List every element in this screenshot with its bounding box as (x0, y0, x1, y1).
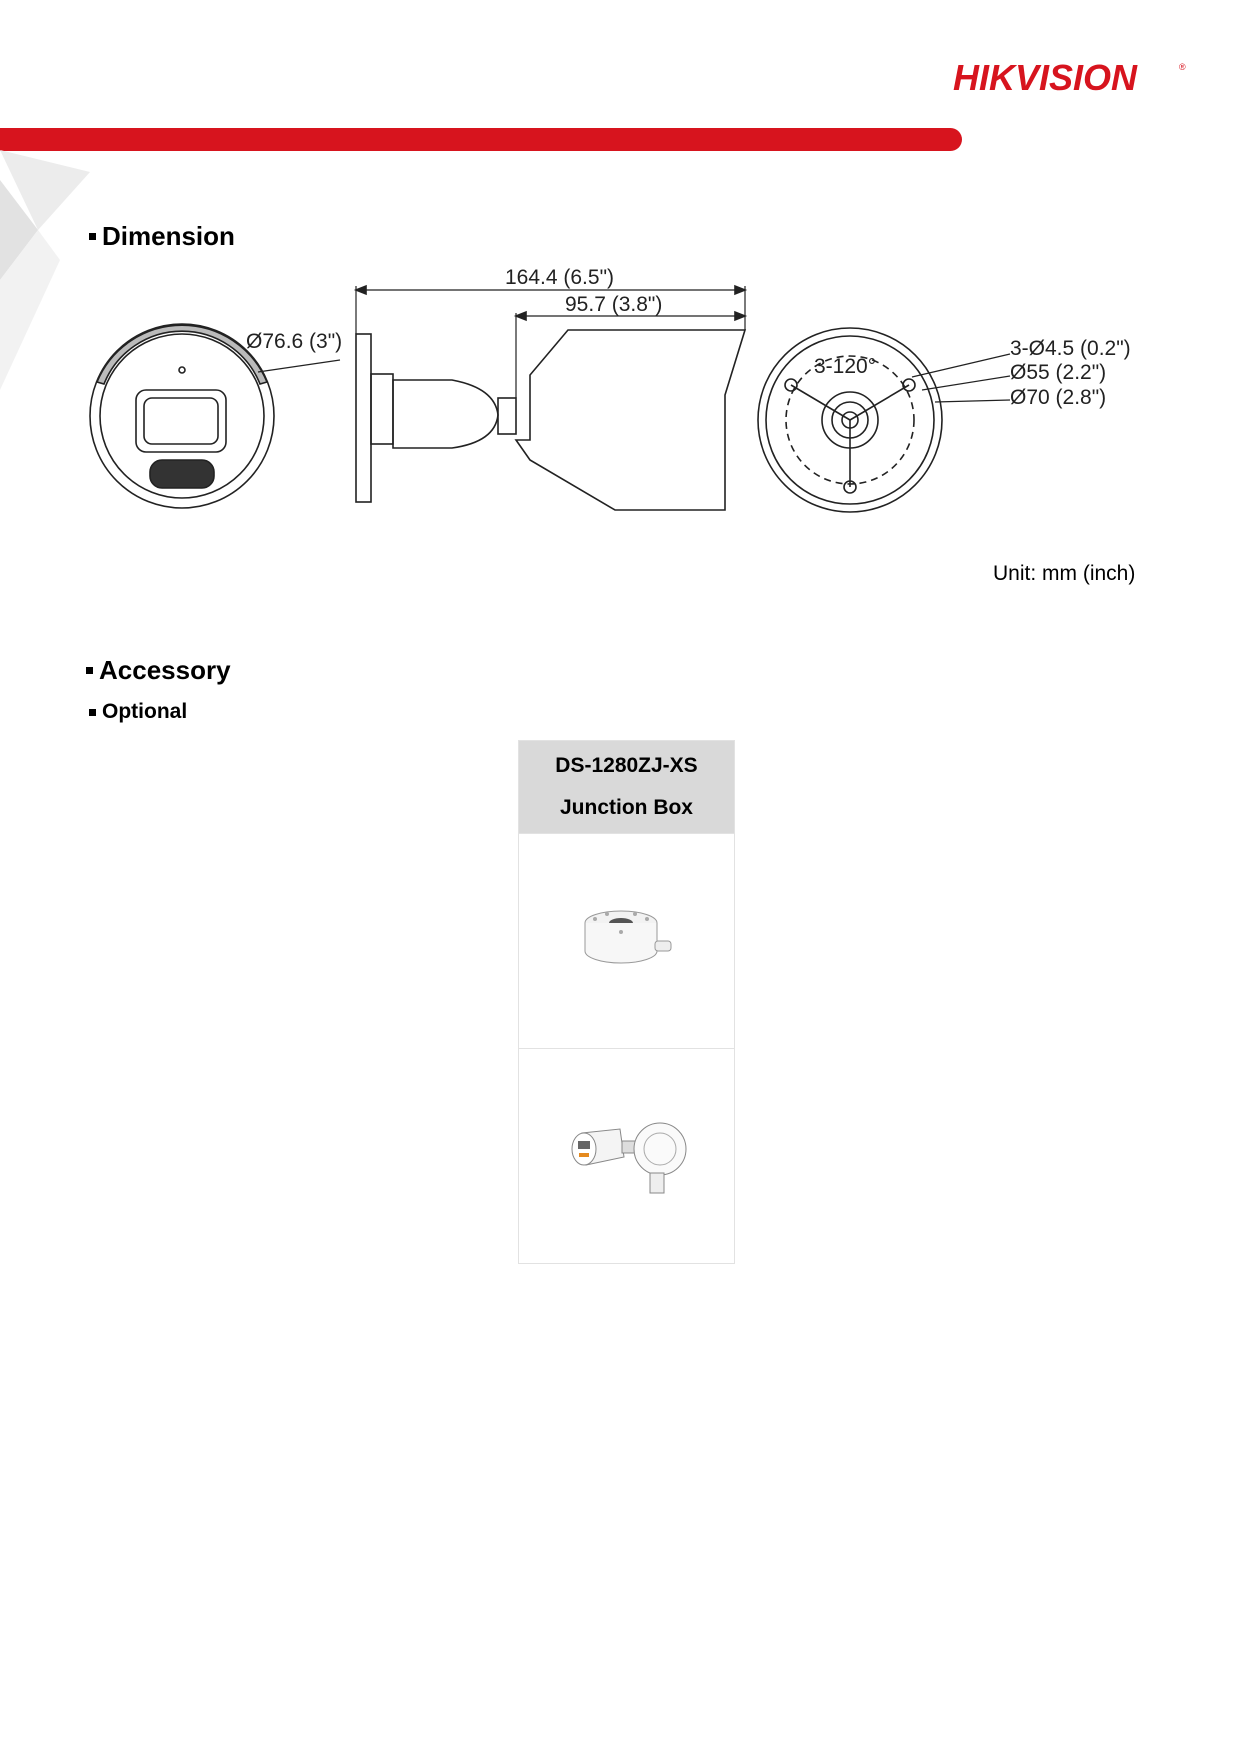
hikvision-logo (953, 56, 1189, 100)
junction-box-image (577, 901, 677, 981)
header-red-bar (0, 128, 962, 151)
outer-diameter-label: Ø70 (2.8") (1010, 386, 1107, 409)
front-diameter-label: Ø76.6 (3") (246, 330, 343, 353)
dimension-heading (89, 221, 235, 252)
inner-diameter-label: Ø55 (2.2") (1010, 361, 1107, 384)
optional-heading (89, 700, 187, 724)
accessory-name: Junction Box (559, 796, 693, 819)
hole-diameter-label: 3-Ø4.5 (0.2") (1010, 337, 1131, 360)
junction-box-image-cell (519, 833, 734, 1048)
overall-length-label: 164.4 (6.5") (505, 266, 615, 289)
bullet-icon (89, 233, 96, 240)
accessory-title: Accessory (99, 655, 231, 685)
svg-text:HIKVISION: HIKVISION (953, 57, 1138, 98)
accessory-heading (86, 655, 231, 686)
optional-label: Optional (102, 700, 188, 723)
side-view (356, 286, 745, 510)
bullet-icon (89, 709, 96, 716)
dimension-title: Dimension (102, 221, 235, 251)
svg-text:®: ® (1179, 62, 1186, 72)
accessory-table-header (519, 741, 734, 833)
bullet-icon (86, 667, 93, 674)
body-length-label: 95.7 (3.8") (565, 293, 663, 316)
accessory-model: DS-1280ZJ-XS (555, 754, 698, 777)
camera-with-junction-box-image (562, 1111, 692, 1201)
accessory-table (518, 740, 735, 1264)
rear-view (758, 328, 1010, 512)
dimension-drawing (0, 255, 1241, 525)
angle-label: 3-120° (814, 355, 877, 378)
camera-junction-box-image-cell (519, 1048, 734, 1263)
unit-note: Unit: mm (inch) (993, 562, 1136, 585)
